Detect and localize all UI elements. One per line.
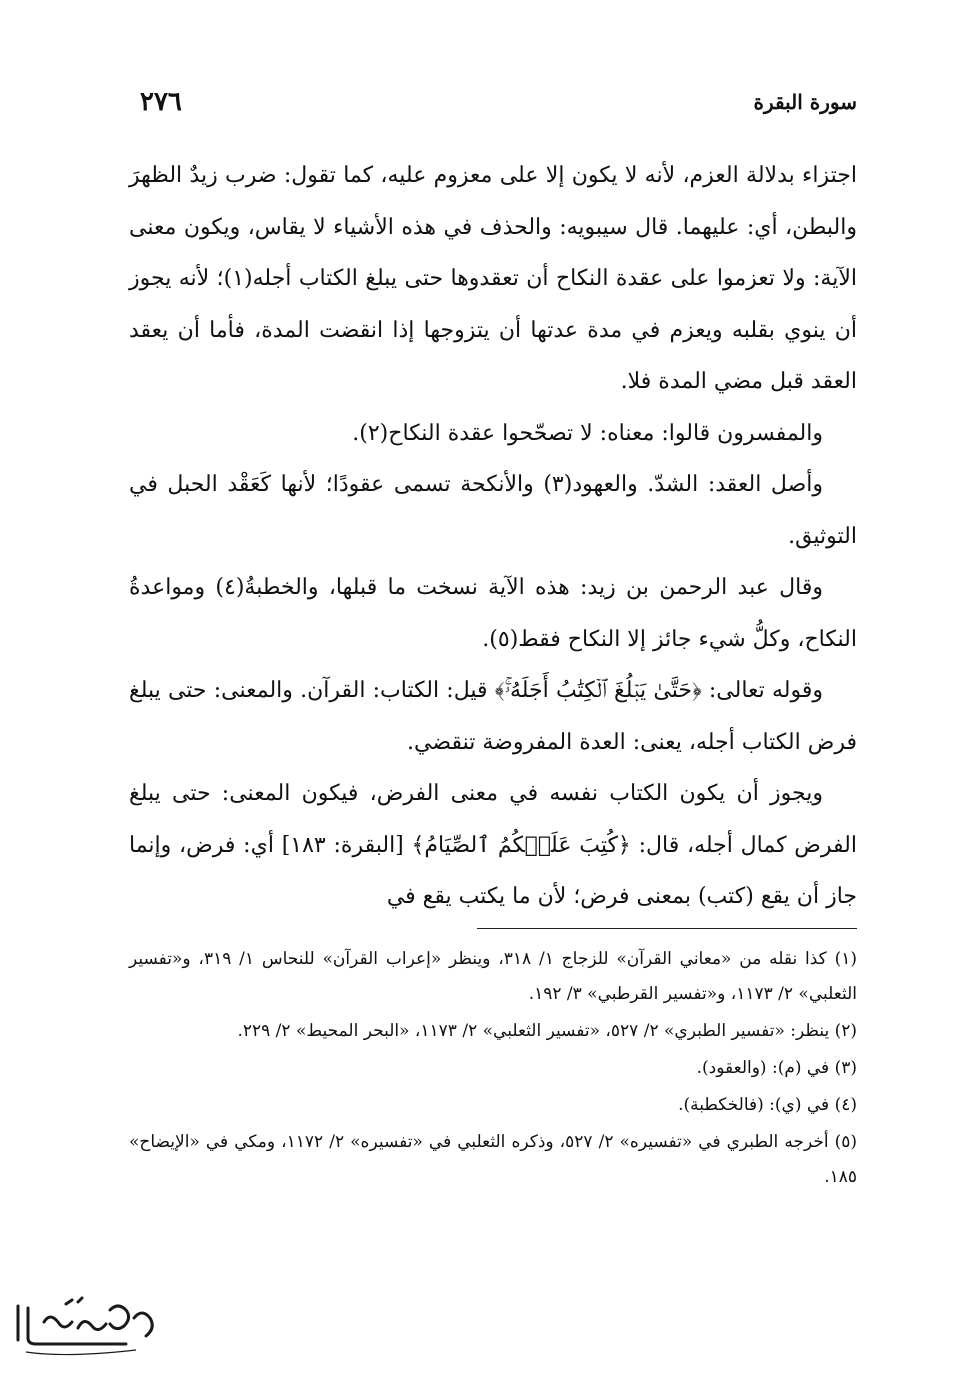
surah-name: سورة البقرة	[753, 90, 857, 114]
calligraphy-logo-icon	[6, 1288, 166, 1360]
footnote-5: (٥) أخرجه الطبري في «تفسيره» ٢/ ٥٢٧، وذكره الثعلبي في «تفسيره» ٢/ ١١٧٢، ومكي في «الإيضاح» ١٨٥.	[129, 1132, 858, 1187]
paragraph-6: ويجوز أن يكون الكتاب نفسه في معنى الفرض، فيكون المعنى: حتى يبلغ الفرض كمال أجله، قال: ﴿كُتِبَ عَلَيۡكُمُ ٱلصِّيَامُ﴾ [البقرة: ١٨٣] أي: فرض، وإنما جاز أن يقع (كتب) بمعنى فرض؛ لأن ما يكتب يقع في	[129, 781, 857, 909]
paragraph-5: وقوله تعالى: ﴿حَتَّىٰ يَبۡلُغَ ٱلۡكِتَٰبُ أَجَلَهُۥۚ﴾ قيل: الكتاب: القرآن. والمعنى: حتى يبلغ فرض الكتاب أجله، يعنى: العدة المفروضة تنقضي.	[129, 678, 857, 755]
running-header	[140, 82, 857, 122]
footnotes	[129, 942, 857, 1197]
page-number: ٢٧٦	[140, 87, 182, 117]
footnote-2: (٢) ينظر: «تفسير الطبري» ٢/ ٥٢٧، «تفسير الثعلبي» ٢/ ١١٧٣، «البحر المحيط» ٢/ ٢٢٩.	[237, 1021, 857, 1041]
footnote-divider	[477, 928, 857, 929]
paragraph-3: وأصل العقد: الشدّ. والعهود(٣) والأنكحة تسمى عقودًا؛ لأنها كَعَقْد الحبل في التوثيق.	[129, 472, 857, 549]
paragraph-1: اجتزاء بدلالة العزم، لأنه لا يكون إلا على معزوم عليه، كما تقول: ضرب زيدٌ الظهرَ والبطن، أي: عليهما. قال سيبويه: والحذف في هذه الأشياء لا يقاس، ويكون معنى الآية: ولا تعزموا على عقدة النكاح أن تعقدوها حتى يبلغ الكتاب أجله(١)؛ لأنه يجوز أن ينوي بقلبه ويعزم في مدة عدتها أن يتزوجها إذا انقضت المدة، فأما أن يعقد العقد قبل مضي المدة فلا.	[129, 163, 857, 394]
paragraph-2: والمفسرون قالوا: معناه: لا تصحّحوا عقدة النكاح(٢).	[352, 420, 823, 446]
footnote-3: (٣) في (م): (والعقود).	[696, 1058, 857, 1078]
main-text	[129, 150, 857, 923]
paragraph-4: وقال عبد الرحمن بن زيد: هذه الآية نسخت ما قبلها، والخطبةُ(٤) ومواعدةُ النكاح، وكلُّ شيء جائز إلا النكاح فقط(٥).	[129, 575, 857, 652]
footnote-1: (١) كذا نقله من «معاني القرآن» للزجاج ١/ ٣١٨، وينظر «إعراب القرآن» للنحاس ١/ ٣١٩، و«تفسير الثعلبي» ٢/ ١١٧٣، و«تفسير القرطبي» ٣/ ١٩٢.	[129, 949, 858, 1004]
footnote-4: (٤) في (ي): (فالخكطبة).	[678, 1095, 857, 1115]
